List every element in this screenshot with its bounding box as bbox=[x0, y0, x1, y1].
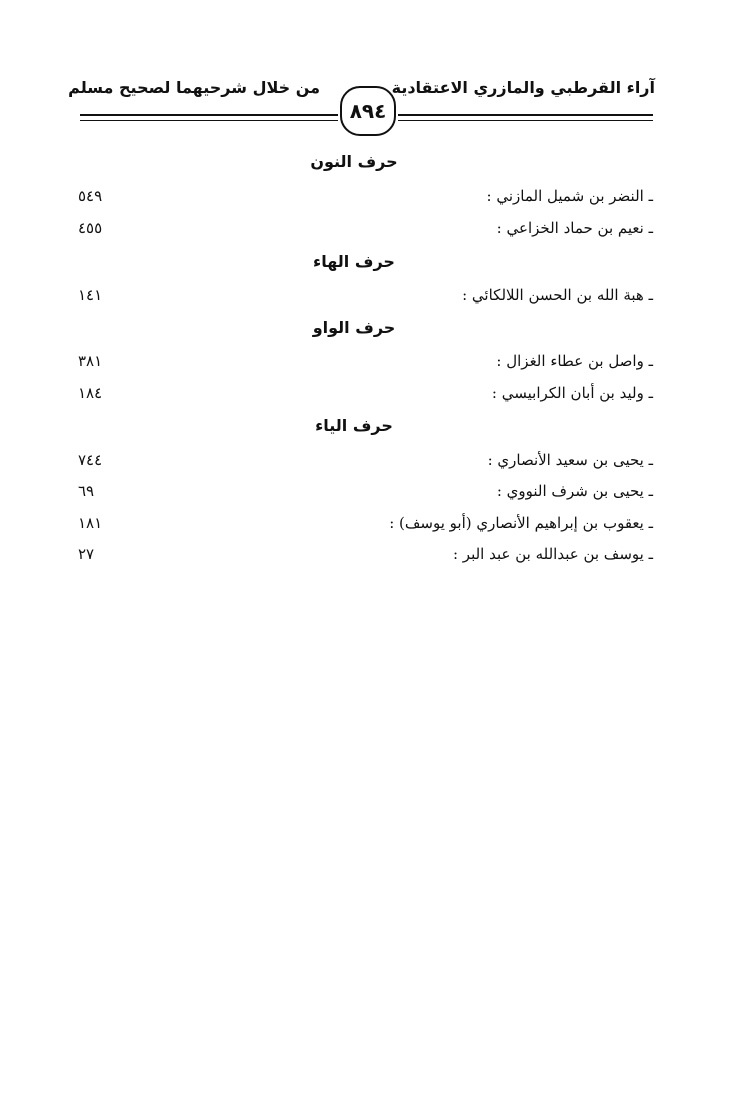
index-entry-name: ـ النضر بن شميل المازني : bbox=[486, 187, 653, 205]
section-heading-nun: حرف النون bbox=[310, 152, 398, 171]
index-entry-name: ـ هبة الله بن الحسن اللالكائي : bbox=[462, 286, 653, 304]
section-heading-ya: حرف الياء bbox=[315, 416, 393, 435]
index-entry-page: ١٤١ bbox=[78, 286, 103, 304]
running-header-title: آراء القرطبي والمازري الاعتقادية bbox=[391, 78, 655, 97]
header-rule-left-top bbox=[80, 114, 338, 116]
section-heading-ha: حرف الهاء bbox=[313, 252, 395, 271]
index-entry-name: ـ وليد بن أبان الكرابيسي : bbox=[491, 384, 653, 402]
index-entry-name: ـ واصل بن عطاء الغزال : bbox=[496, 352, 653, 370]
index-entry-name: ـ نعيم بن حماد الخزاعي : bbox=[496, 219, 653, 237]
index-entry-page: ٣٨١ bbox=[78, 352, 103, 370]
index-entry-page: ٢٧ bbox=[78, 545, 95, 563]
index-entry-name: ـ يوسف بن عبدالله بن عبد البر : bbox=[452, 545, 653, 563]
index-entry-page: ٤٥٥ bbox=[78, 219, 103, 237]
running-header-subtitle: من خلال شرحيهما لصحيح مسلم bbox=[68, 78, 320, 97]
section-heading-waw: حرف الواو bbox=[312, 318, 396, 337]
index-entry-name: ـ يعقوب بن إبراهيم الأنصاري (أبو يوسف) : bbox=[389, 514, 653, 532]
index-entry-name: ـ يحيى بن شرف النووي : bbox=[496, 482, 653, 500]
header-rule-left-bottom bbox=[80, 120, 338, 121]
page-number: ٨٩٤ bbox=[340, 86, 396, 136]
header-rule-right-top bbox=[398, 114, 653, 116]
index-entry-page: ١٨٤ bbox=[78, 384, 103, 402]
index-entry-name: ـ يحيى بن سعيد الأنصاري : bbox=[487, 451, 653, 469]
header-rule-right-bottom bbox=[398, 120, 653, 121]
index-entry-page: ١٨١ bbox=[78, 514, 103, 532]
index-entry-page: ٦٩ bbox=[78, 482, 95, 500]
index-entry-page: ٥٤٩ bbox=[78, 187, 103, 205]
index-entry-page: ٧٤٤ bbox=[78, 451, 103, 469]
